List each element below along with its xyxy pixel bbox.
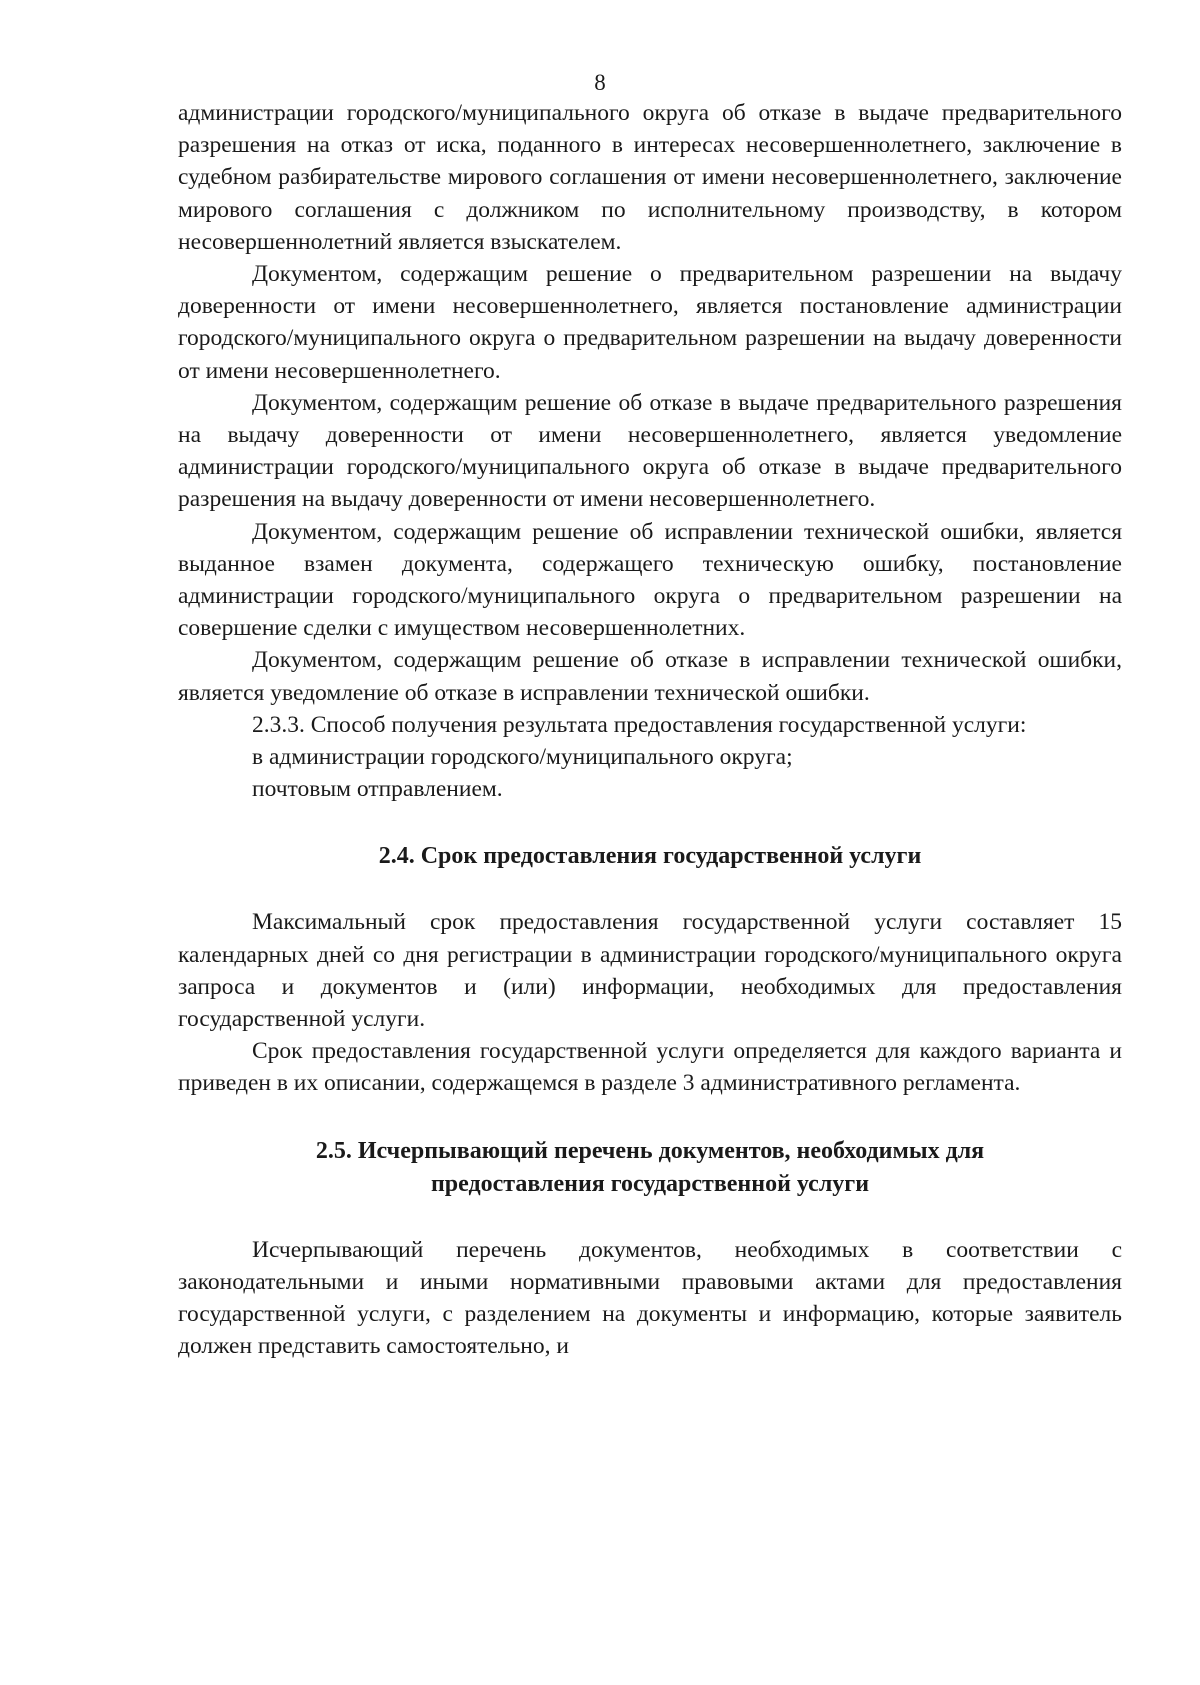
list-item: в администрации городского/муниципального округа;: [252, 744, 793, 771]
document-body: [178, 97, 1122, 1363]
paragraph: Срок предоставления государственной услуги определяется для каждого варианта и приведен в их описании, содержащемся в разделе 3 административного регламента.: [178, 1038, 1122, 1097]
paragraph: Максимальный срок предоставления государственной услуги составляет 15 календарных дней со дня регистрации в администрации городского/муниципального округа запроса и документов и (или) информации, необходимых для предоставления государственной услуги.: [178, 909, 1122, 1033]
paragraph: Исчерпывающий перечень документов, необходимых в соответствии с законодательными и иными нормативными правовыми актами для предоставления государственной услуги, с разделением на документы и информацию, которые заявитель должен представить самостоятельно, и: [178, 1236, 1122, 1360]
paragraph: Документом, содержащим решение об исправлении технической ошибки, является выданное взамен документа, содержащего техническую ошибку, постановление администрации городского/муниципального округа о предварительном разрешении на совершение сделки с имуществом несовершеннолетних.: [178, 518, 1122, 642]
list-item: почтовым отправлением.: [252, 776, 503, 803]
paragraph: Документом, содержащим решение о предварительном разрешении на выдачу доверенности от имени несовершеннолетнего, является постановление администрации городского/муниципального округа о предварительном разрешении на выдачу доверенности от имени несовершеннолетнего.: [178, 261, 1122, 384]
paragraph: администрации городского/муниципального округа об отказе в выдаче предварительного разрешения на отказ от иска, поданного в интересах несовершеннолетнего, заключение в судебном разбирательстве мирового соглашения от имени несовершеннолетнего, заключение мирового соглашения с должником по исполнительному производству, в котором несовершеннолетний является взыскателем.: [178, 100, 1122, 255]
section-heading-2-5-line2: предоставления государственной услуги: [430, 1170, 870, 1197]
paragraph: 2.3.3. Способ получения результата предоставления государственной услуги:: [252, 711, 1027, 738]
paragraph: Документом, содержащим решение об отказе в исправлении технической ошибки, является уведомление об отказе в исправлении технической ошибки.: [178, 647, 1122, 706]
section-heading-2-5: [178, 1135, 1122, 1201]
paragraph: Документом, содержащим решение об отказе в выдаче предварительного разрешения на выдачу доверенности от имени несовершеннолетнего, является уведомление администрации городского/муниципального округа об отказе в выдаче предварительного разрешения на выдачу доверенности от имени несовершеннолетнего.: [178, 389, 1122, 513]
section-heading-2-5-line1: 2.5. Исчерпывающий перечень документов, необходимых для: [315, 1137, 985, 1164]
page-number: 8: [594, 70, 606, 95]
section-heading-2-4: 2.4. Срок предоставления государственной услуги: [378, 843, 922, 870]
